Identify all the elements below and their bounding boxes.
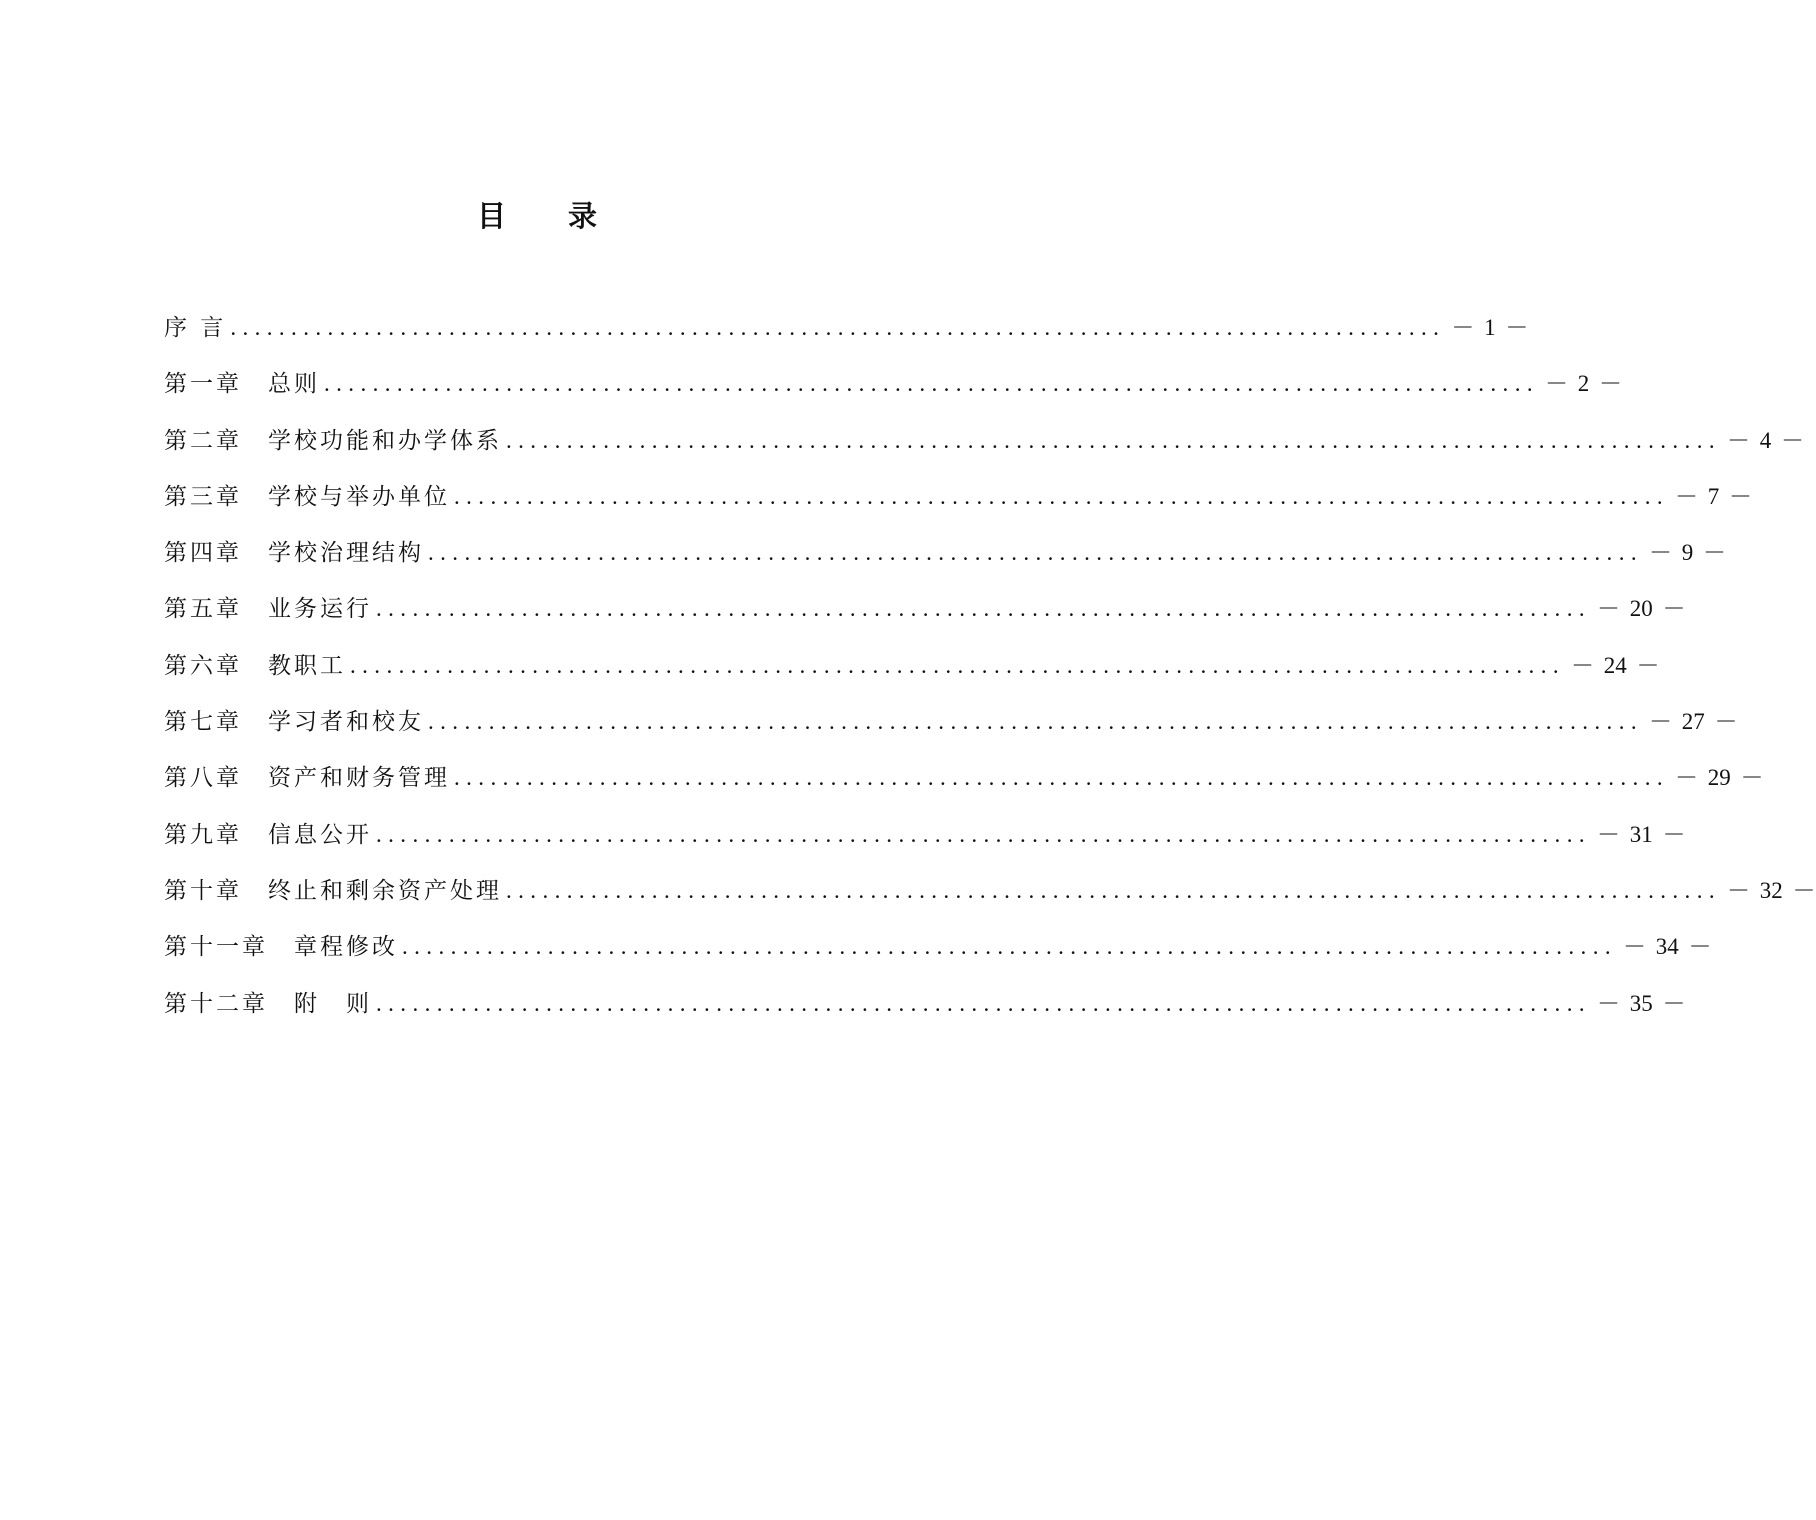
toc-leader-dots: ....................................................................................................: [376, 596, 1591, 622]
toc-leader-dots: ....................................................................................................: [454, 765, 1669, 791]
toc-leader-dots: ....................................................................................................: [324, 371, 1539, 397]
toc-entry-chapter-7[interactable]: [164, 700, 1738, 756]
toc-entry-chapter-8[interactable]: [164, 756, 1764, 812]
table-of-contents: [164, 306, 1816, 1038]
toc-label: 第十二章 附 则: [164, 990, 372, 1017]
toc-page-number: － 9 －: [1649, 540, 1726, 566]
page-title: 目 录: [476, 199, 624, 233]
toc-leader-dots: ....................................................................................................: [376, 821, 1591, 847]
toc-label: 第十一章 章程修改: [164, 934, 398, 961]
toc-label: 第四章 学校治理结构: [164, 540, 424, 567]
toc-label: 第九章 信息公开: [164, 821, 372, 848]
toc-entry-chapter-12[interactable]: [164, 982, 1686, 1038]
toc-entry-chapter-4[interactable]: [164, 531, 1726, 587]
toc-leader-dots: ....................................................................................................: [230, 315, 1446, 340]
toc-leader-dots: ....................................................................................................: [402, 934, 1617, 960]
toc-entry-preface[interactable]: [164, 306, 1529, 362]
toc-leader-dots: ....................................................................................................: [454, 483, 1669, 509]
toc-entry-chapter-6[interactable]: [164, 644, 1660, 700]
toc-page-number: － 27 －: [1649, 709, 1738, 735]
toc-page-number: － 32 －: [1727, 877, 1816, 903]
toc-label: 第六章 教职工: [164, 652, 346, 679]
toc-leader-dots: ....................................................................................................: [506, 427, 1721, 453]
toc-label: 第五章 业务运行: [164, 596, 372, 623]
toc-label: 第八章 资产和财务管理: [164, 765, 450, 792]
toc-entry-chapter-3[interactable]: [164, 475, 1752, 531]
toc-page-number: － 2 －: [1545, 371, 1622, 397]
toc-label: 第三章 学校与举办单位: [164, 483, 450, 510]
toc-label: 序 言: [164, 315, 227, 341]
toc-page-number: － 29 －: [1675, 765, 1764, 791]
toc-page-number: － 4 －: [1727, 427, 1804, 453]
toc-entry-chapter-5[interactable]: [164, 587, 1686, 643]
toc-leader-dots: ....................................................................................................: [350, 652, 1565, 678]
toc-page-number: － 24 －: [1571, 652, 1660, 678]
toc-leader-dots: ....................................................................................................: [506, 877, 1721, 903]
toc-label: 第二章 学校功能和办学体系: [164, 427, 502, 454]
toc-page-number: － 34 －: [1623, 934, 1712, 960]
toc-label: 第七章 学习者和校友: [164, 709, 424, 736]
toc-page-number: － 35 －: [1597, 990, 1686, 1016]
toc-entry-chapter-9[interactable]: [164, 813, 1686, 869]
toc-page-number: － 7 －: [1675, 483, 1752, 509]
toc-label: 第十章 终止和剩余资产处理: [164, 877, 502, 904]
toc-page-number: － 20 －: [1597, 596, 1686, 622]
toc-leader-dots: ....................................................................................................: [428, 540, 1643, 566]
toc-label: 第一章 总则: [164, 371, 320, 398]
toc-entry-chapter-2[interactable]: [164, 419, 1804, 475]
toc-entry-chapter-11[interactable]: [164, 925, 1712, 981]
toc-page-number: － 31 －: [1597, 821, 1686, 847]
toc-entry-chapter-10[interactable]: [164, 869, 1816, 925]
toc-entry-chapter-1[interactable]: [164, 362, 1622, 418]
toc-leader-dots: ....................................................................................................: [428, 709, 1643, 735]
toc-leader-dots: ....................................................................................................: [376, 990, 1591, 1016]
toc-page-number: － 1 －: [1451, 315, 1529, 340]
